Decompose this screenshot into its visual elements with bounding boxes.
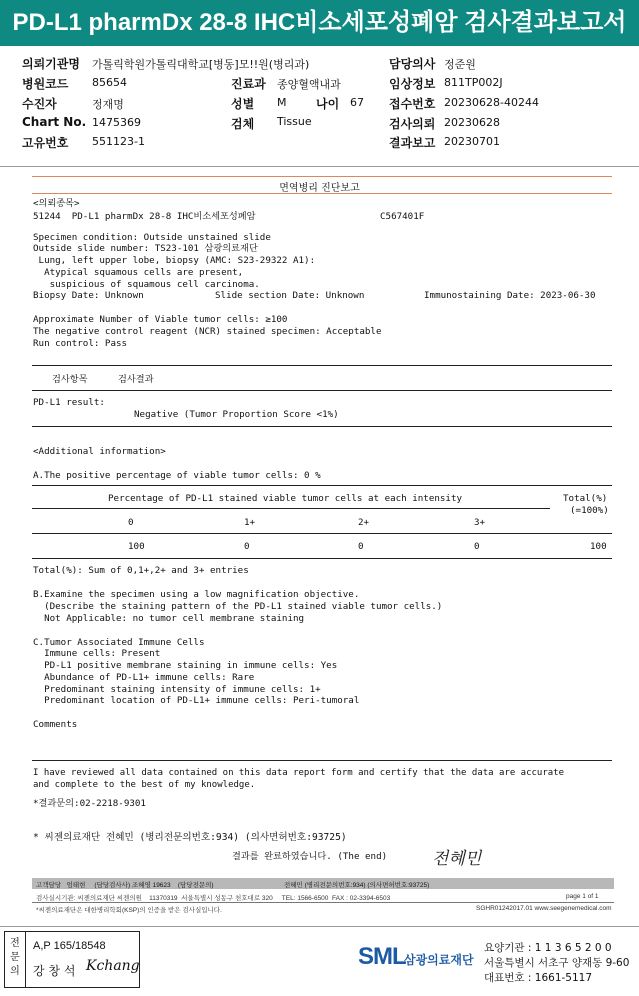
lab-info-line: 검사실시기관: 씨젠의료재단 씨젠의원 11370319 서울특별시 성동구 천호대로 320 TEL: 1566-6500 FAX : 02-3394-6503 xyxy=(36,895,391,902)
footer-divider xyxy=(32,902,614,903)
dept-label: 진료과 xyxy=(231,77,266,91)
section-bottom-line xyxy=(32,193,612,194)
page-indicator: page 1 of 1 xyxy=(566,893,599,900)
rep-number: 대표번호 : 1661-5117 xyxy=(484,972,593,984)
specimen-condition: Specimen condition: Outside unstained slide xyxy=(33,232,271,243)
run-control: Run control: Pass xyxy=(33,338,128,349)
pdl1-result-value: Negative (Tumor Proportion Score <1%) xyxy=(134,409,339,420)
divider xyxy=(32,760,612,761)
approx-cells: Approximate Number of Viable tumor cells: ≥100 xyxy=(33,314,288,325)
age-label: 나이 xyxy=(316,97,340,111)
report-title: PD-L1 pharmDx 28-8 IHC비소세포성폐암 검사결과보고서 xyxy=(0,0,639,46)
request-label: 검사의뢰 xyxy=(389,117,436,131)
unique-label: 고유번호 xyxy=(22,136,69,150)
chart-value: 1475369 xyxy=(92,116,141,129)
section-b-line2: (Describe the staining pattern of the PD-L1 stained viable tumor cells.) xyxy=(33,601,443,612)
ncr-line: The negative control reagent (NCR) stained specimen: Acceptable xyxy=(33,326,382,337)
order-line: 51244 PD-L1 pharmDx 28-8 IHC비소세포성폐암 xyxy=(33,211,256,222)
divider xyxy=(32,558,612,559)
institution-value: 가톨릭학원가톨릭대학교[병동]모!!원(병리과) xyxy=(92,58,310,71)
sml-logo: SML xyxy=(358,943,406,970)
certify-line-2: and complete to the best of my knowledge. xyxy=(33,780,256,790)
address-line: 서울특별시 서초구 양재동 9-60 xyxy=(484,957,630,969)
staff-band-right: 전혜민 (병리전문의번호:934) (의사면허번호:93725) xyxy=(284,882,430,889)
col-result-header: 검사결과 xyxy=(118,374,154,385)
chart-label: Chart No. xyxy=(22,115,87,129)
care-org-number: 요양기관 : 1 1 3 6 5 2 0 0 xyxy=(484,942,612,954)
certify-line-1: I have reviewed all data contained on this data report form and certify that the data are accurate xyxy=(33,768,565,778)
unique-value: 551123-1 xyxy=(92,135,145,148)
divider xyxy=(32,365,612,366)
divider xyxy=(32,533,612,534)
clinical-label: 임상정보 xyxy=(389,77,436,91)
immune-line-3: Abundance of PD-L1+ immune cells: Rare xyxy=(33,672,255,683)
lung-line: Lung, left upper lobe, biopsy (AMC: S23-29322 A1): xyxy=(33,255,316,266)
percent-1plus: 0 xyxy=(244,541,250,552)
header-divider xyxy=(0,166,639,167)
intensity-3plus: 3+ xyxy=(474,517,486,528)
sml-name: 삼광의료재단 xyxy=(404,953,474,967)
col-item-header: 검사항목 xyxy=(52,374,88,385)
percent-3plus: 0 xyxy=(474,541,480,552)
intensity-1plus: 1+ xyxy=(244,517,256,528)
age-value: 67 xyxy=(350,96,364,109)
total-header: Total(%) xyxy=(563,493,608,504)
table-subdivider xyxy=(32,508,550,509)
request-value: 20230628 xyxy=(444,116,500,129)
specimen-value: Tissue xyxy=(277,115,312,128)
sex-value: M xyxy=(277,96,287,109)
percent-2plus: 0 xyxy=(358,541,364,552)
signer-line: * 씨젠의료재단 전혜민 (병리전문의번호:934) (의사면허번호:93725) xyxy=(33,832,347,843)
accreditation-line: *씨젠의료재단은 대한병리학회(KSP)의 인증을 받은 검사실입니다. xyxy=(36,907,222,914)
immune-line-2: PD-L1 positive membrane staining in immune cells: Yes xyxy=(33,660,338,671)
atypical-line: Atypical squamous cells are present, xyxy=(33,267,244,278)
end-line: 결과를 완료하였습니다. (The end) xyxy=(232,851,388,862)
receipt-value: 20230628-40244 xyxy=(444,96,539,109)
section-a: A.The positive percentage of viable tumor cells: 0 % xyxy=(33,470,321,481)
immunostaining-date: Immunostaining Date: 2023-06-30 xyxy=(424,290,596,301)
stamp-name: 강 창 석 xyxy=(33,964,76,978)
immune-line-4: Predominant staining intensity of immune cells: 1+ xyxy=(33,684,321,695)
immune-line-5: Predominant location of PD-L1+ immune cells: Peri-tumoral xyxy=(33,695,360,706)
stamp-divider xyxy=(25,931,26,988)
biopsy-date: Biopsy Date: Unknown xyxy=(33,290,144,301)
section-c: C.Tumor Associated Immune Cells xyxy=(33,637,205,648)
ap-number: A,P 165/18548 xyxy=(33,940,106,952)
sex-label: 성별 xyxy=(231,97,255,111)
specimen-label: 검체 xyxy=(231,117,255,131)
total-subheader: (=100%) xyxy=(570,505,609,516)
divider xyxy=(32,390,612,391)
staff-band-left: 고객담당 엄태현 (담당검사사) 조혜영 19623 (담당전문의) xyxy=(36,882,214,889)
institution-label: 의뢰기관명 xyxy=(22,57,80,71)
total-value: 100 xyxy=(590,541,607,552)
receipt-label: 접수번호 xyxy=(389,97,436,111)
suspicious-line: suspicious of squamous cell carcinoma. xyxy=(33,279,260,290)
additional-info: <Additional information> xyxy=(33,446,166,457)
doctor-value: 정준원 xyxy=(444,58,476,71)
outside-slide: Outside slide number: TS23-101 삼광의료재단 xyxy=(33,243,258,254)
order-heading: <의뢰종목> xyxy=(33,198,80,209)
page-bottom-divider xyxy=(0,926,639,927)
clinical-value: 811TP002J xyxy=(444,76,503,89)
doctor-label: 담당의사 xyxy=(389,57,436,71)
stamp-vertical-label: 전문의 xyxy=(10,938,20,977)
recipient-value: 정재명 xyxy=(92,98,124,111)
recipient-label: 수진자 xyxy=(22,97,57,111)
report-date-label: 결과보고 xyxy=(389,136,436,150)
section-top-line xyxy=(32,176,612,177)
total-note: Total(%): Sum of 0,1+,2+ and 3+ entries xyxy=(33,565,249,576)
slide-section-date: Slide section Date: Unknown xyxy=(215,290,365,301)
hospital-code-label: 병원코드 xyxy=(22,77,69,91)
divider xyxy=(32,426,612,427)
percent-0: 100 xyxy=(128,541,145,552)
pdl1-result-label: PD-L1 result: xyxy=(33,397,105,408)
physician-signature: 전혜민 xyxy=(432,849,482,869)
inquiry-line: *결과문의:02-2218-9301 xyxy=(33,798,146,809)
intensity-0: 0 xyxy=(128,517,134,528)
table-header: Percentage of PD-L1 stained viable tumor cells at each intensity xyxy=(108,493,463,504)
form-code: SGHR01242017.01 www.seegenemedical.com xyxy=(476,905,612,912)
section-title: 면역병리 진단보고 xyxy=(279,183,360,194)
dept-value: 종양혈액내과 xyxy=(277,78,341,91)
comments-label: Comments xyxy=(33,719,78,730)
divider xyxy=(32,485,612,486)
order-id: C567401F xyxy=(380,211,425,222)
hospital-code-value: 85654 xyxy=(92,76,127,89)
section-b-line3: Not Applicable: no tumor cell membrane staining xyxy=(33,613,305,624)
stamp-signature: Kchang xyxy=(86,958,140,974)
immune-line-1: Immune cells: Present xyxy=(33,648,161,659)
report-date-value: 20230701 xyxy=(444,135,500,148)
intensity-2plus: 2+ xyxy=(358,517,370,528)
section-b-line1: B.Examine the specimen using a low magnification objective. xyxy=(33,589,360,600)
